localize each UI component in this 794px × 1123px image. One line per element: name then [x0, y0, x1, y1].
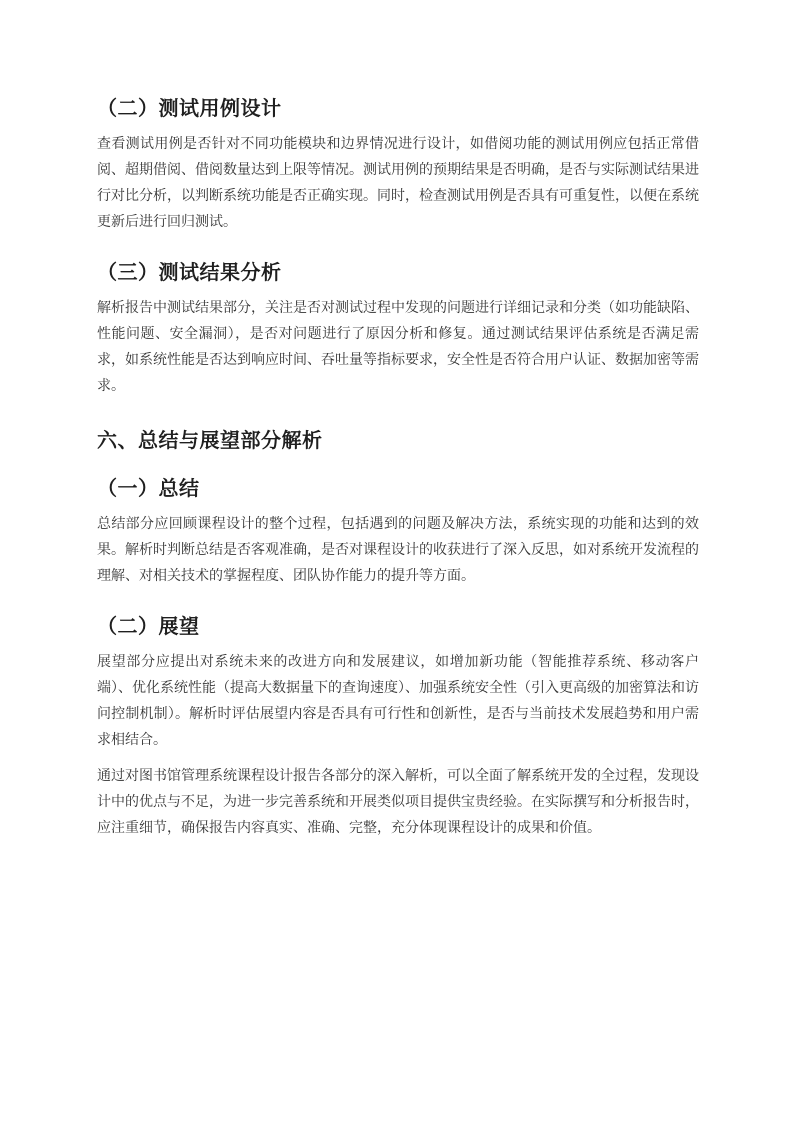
section-heading-test-result-analysis: （三）测试结果分析	[97, 260, 282, 284]
chapter-title-summary-outlook: 六、总结与展望部分解析	[97, 428, 323, 452]
paragraph-test-case-design: 查看测试用例是否针对不同功能模块和边界情况进行设计，如借阅功能的测试用例应包括正常借阅、超期借阅、借阅数量达到上限等情况。测试用例的预期结果是否明确，是否与实际测试结果进行对比分析，以判断系统功能是否正确实现。同时，检查测试用例是否具有可重复性，以便在系统更新后进行回归测试。	[97, 136, 699, 230]
section-heading-test-case-design: （二）测试用例设计	[97, 96, 282, 120]
document-content	[97, 93, 699, 863]
section-heading-summary: （一）总结	[97, 476, 200, 500]
paragraph-test-result-analysis: 解析报告中测试结果部分，关注是否对测试过程中发现的问题进行详细记录和分类（如功能缺陷、性能问题、安全漏洞），是否对问题进行了原因分析和修复。通过测试结果评估系统是否满足需求，如系统性能是否达到响应时间、吞吐量等指标要求，安全性是否符合用户认证、数据加密等需求。	[97, 300, 699, 394]
section-heading-outlook: （二）展望	[97, 614, 200, 638]
paragraph-conclusion: 通过对图书馆管理系统课程设计报告各部分的深入解析，可以全面了解系统开发的全过程，发现设计中的优点与不足，为进一步完善系统和开展类似项目提供宝贵经验。在实际撰写和分析报告时，应注重细节，确保报告内容真实、准确、完整，充分体现课程设计的成果和价值。	[97, 768, 699, 836]
paragraph-summary: 总结部分应回顾课程设计的整个过程，包括遇到的问题及解决方法，系统实现的功能和达到的效果。解析时判断总结是否客观准确，是否对课程设计的收获进行了深入反思，如对系统开发流程的理解、对相关技术的掌握程度、团队协作能力的提升等方面。	[97, 516, 699, 584]
paragraph-outlook: 展望部分应提出对系统未来的改进方向和发展建议，如增加新功能（智能推荐系统、移动客户端）、优化系统性能（提高大数据量下的查询速度）、加强系统安全性（引入更高级的加密算法和访问控制机制）。解析时评估展望内容是否具有可行性和创新性，是否与当前技术发展趋势和用户需求相结合。	[97, 654, 699, 748]
